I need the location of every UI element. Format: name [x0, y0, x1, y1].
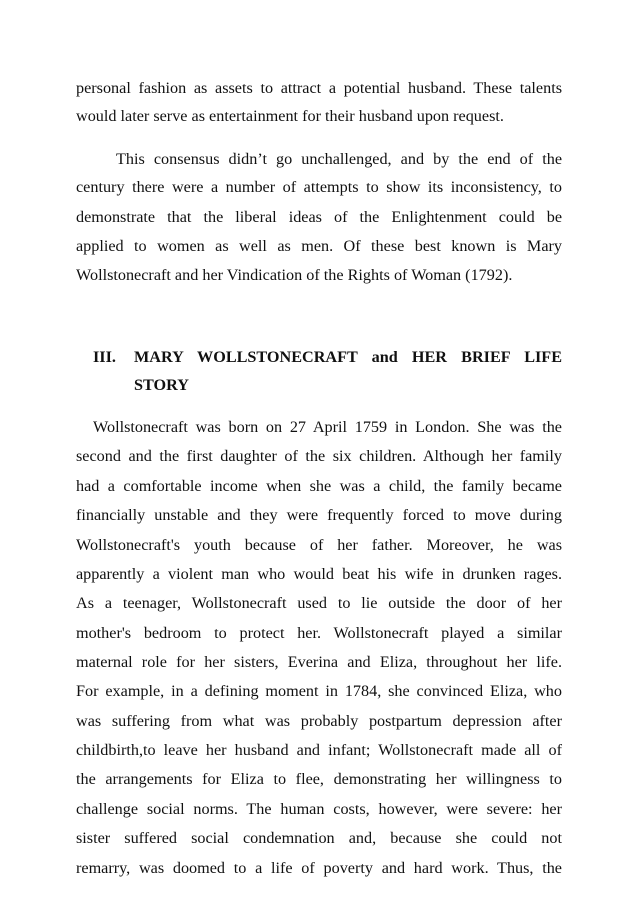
- text-line: Wollstonecraft was born on 27 April 1759 in London. She was the: [93, 418, 562, 436]
- text-line: applied to women as well as men. Of these best known is Mary: [76, 237, 562, 255]
- section-number: III.: [93, 348, 116, 366]
- text-line: challenge social norms. The human costs, however, were severe: her: [76, 800, 562, 818]
- text-line: had a comfortable income when she was a child, the family became: [76, 477, 562, 495]
- text-line: remarry, was doomed to a life of poverty and hard work. Thus, the: [76, 859, 562, 877]
- text-line: childbirth,to leave her husband and infant; Wollstonecraft made all of: [76, 741, 562, 759]
- text-line: demonstrate that the liberal ideas of the Enlightenment could be: [76, 208, 562, 226]
- text-line: the arrangements for Eliza to flee, demonstrating her willingness to: [76, 770, 562, 788]
- text-line: second and the first daughter of the six children. Although her family: [76, 447, 562, 465]
- section-title-line: MARY WOLLSTONECRAFT and HER BRIEF LIFE: [134, 348, 562, 366]
- text-line: personal fashion as assets to attract a potential husband. These talents: [76, 79, 562, 97]
- text-line: was suffering from what was probably postpartum depression after: [76, 712, 562, 730]
- text-line: This consensus didn’t go unchallenged, and by the end of the: [116, 150, 562, 168]
- text-line: Wollstonecraft's youth because of her father. Moreover, he was: [76, 536, 562, 554]
- section-title-line: STORY: [134, 376, 189, 394]
- text-line: mother's bedroom to protect her. Wollstonecraft played a similar: [76, 624, 562, 642]
- text-line: As a teenager, Wollstonecraft used to lie outside the door of her: [76, 594, 562, 612]
- text-line: Wollstonecraft and her Vindication of the Rights of Woman (1792).: [76, 266, 513, 284]
- text-line: century there were a number of attempts to show its inconsistency, to: [76, 178, 562, 196]
- text-line: would later serve as entertainment for their husband upon request.: [76, 107, 504, 125]
- text-line: For example, in a defining moment in 1784, she convinced Eliza, who: [76, 682, 562, 700]
- text-line: apparently a violent man who would beat his wife in drunken rages.: [76, 565, 562, 583]
- text-line: sister suffered social condemnation and, because she could not: [76, 829, 562, 847]
- text-line: maternal role for her sisters, Everina and Eliza, throughout her life.: [76, 653, 562, 671]
- text-line: financially unstable and they were frequently forced to move during: [76, 506, 562, 524]
